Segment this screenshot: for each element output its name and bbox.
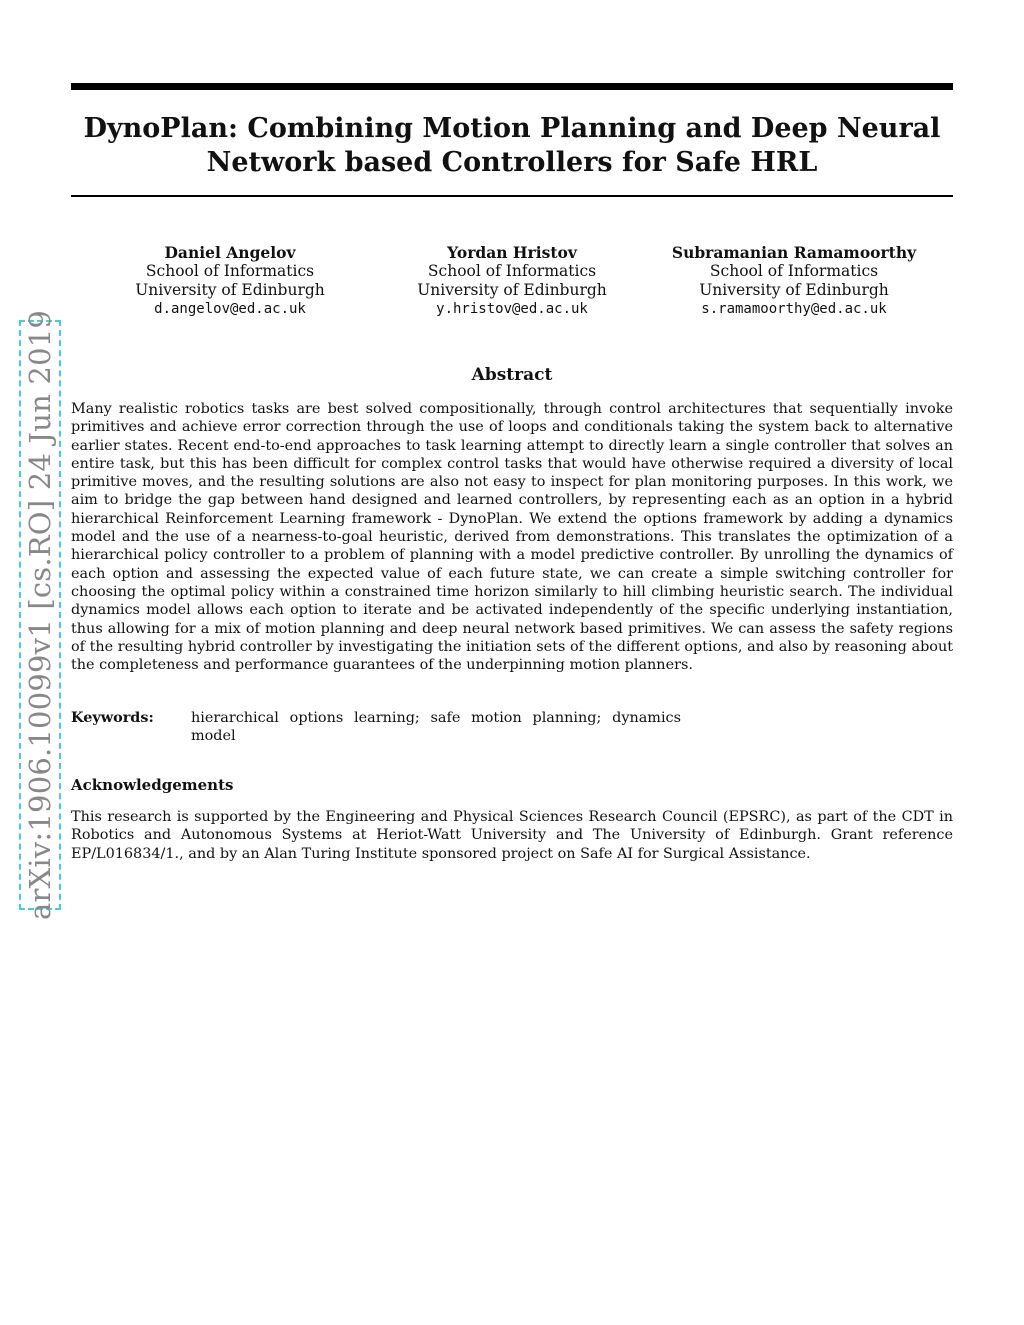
title-bottom-rule: [71, 195, 953, 197]
paper-title: [71, 112, 953, 180]
author-block: [90, 243, 370, 319]
arxiv-identifier: arXiv:1906.10099v1 [cs.RO] 24 Jun 2019: [23, 309, 57, 921]
author-institution: University of Edinburgh: [135, 281, 325, 299]
author-name: Subramanian Ramamoorthy: [671, 243, 917, 262]
author-block: [654, 243, 934, 319]
paper-title-line-2: Network based Controllers for Safe HRL: [206, 147, 818, 178]
author-name: Yordan Hristov: [447, 243, 577, 262]
acknowledgements-heading: Acknowledgements: [71, 776, 234, 794]
author-name: Daniel Angelov: [164, 243, 296, 262]
author-email: d.angelov@ed.ac.uk: [154, 301, 306, 317]
author-affiliation: School of Informatics: [427, 262, 597, 280]
author-institution: University of Edinburgh: [417, 281, 607, 299]
keywords-text: hierarchical options learning; safe motion planning; dynamics model: [191, 710, 681, 745]
acknowledgements-text: This research is supported by the Engineering and Physical Sciences Research Council (EPSRC), as part of the CDT in Robotics and Autonomous Systems at Heriot-Watt University and The University of Edinburgh. Grant reference EP/L016834/1., and by an Alan Turing Institute sponsored project on Safe AI for Surgical Assistance.: [71, 809, 953, 862]
author-affiliation: School of Informatics: [709, 262, 879, 280]
author-email: s.ramamoorthy@ed.ac.uk: [701, 301, 887, 317]
author-email: y.hristov@ed.ac.uk: [436, 301, 588, 317]
author-institution: University of Edinburgh: [699, 281, 889, 299]
keywords-section: [71, 709, 681, 746]
author-affiliation: School of Informatics: [145, 262, 315, 280]
keywords-label: Keywords:: [71, 709, 154, 726]
author-block: [372, 243, 652, 319]
abstract-text: Many realistic robotics tasks are best solved compositionally, through control architectures that sequentially invoke primitives and achieve error correction through the use of loops and conditionals taking the system back to alternative earlier states. Recent end-to-end approaches to task learning attempt to directly learn a single controller that solves an entire task, but this has been difficult for complex control tasks that would have otherwise required a diversity of local primitive moves, and the resulting solutions are also not easy to inspect for plan monitoring purposes. In this work, we aim to bridge the gap between hand designed and learned controllers, by representing each as an option in a hybrid hierarchical Reinforcement Learning framework - DynoPlan. We extend the options framework by adding a dynamics model and the use of a nearness-to-goal heuristic, derived from demonstrations. This translates the optimization of a hierarchical policy controller to a problem of planning with a model predictive controller. By unrolling the dynamics of each option and assessing the expected value of each future state, we can create a simple switching controller for choosing the optimal policy within a constrained time horizon similarly to hill climbing heuristic search. The individual dynamics model allows each option to iterate and be activated independently of the specific underlying instantiation, thus allowing for a mix of motion planning and deep neural network based primitives. We can assess the safety regions of the resulting hybrid controller by investigating the initiation sets of the different options, and also by reasoning about the completeness and performance guarantees of the underpinning motion planners.: [71, 401, 953, 674]
title-top-rule: [71, 83, 953, 90]
paper-title-line-1: DynoPlan: Combining Motion Planning and Deep Neural: [83, 113, 941, 144]
author-list: [90, 243, 934, 319]
abstract-heading: Abstract: [471, 365, 553, 385]
